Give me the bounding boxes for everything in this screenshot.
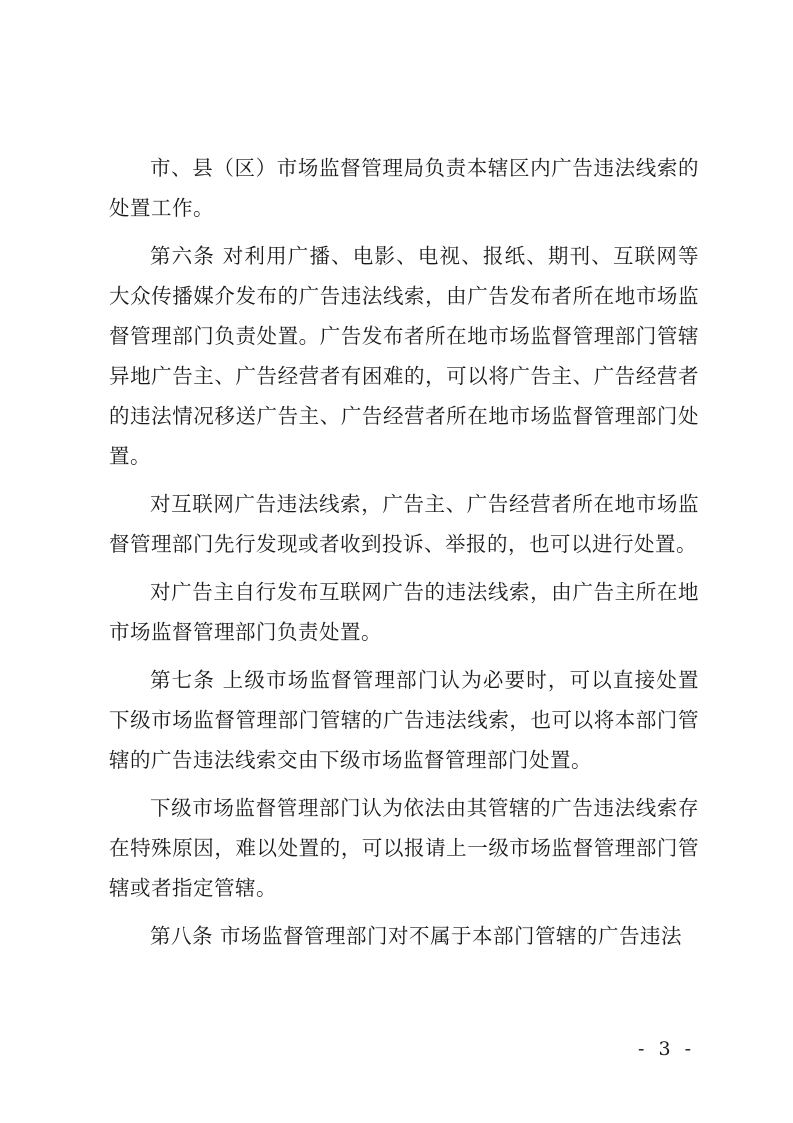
paragraph-4: 对广告主自行发布互联网广告的违法线索，由广告主所在地市场监督管理部门负责处置。 [109, 580, 699, 644]
body-text [109, 148, 699, 964]
paragraph-2-article-6: 第六条 对利用广播、电影、电视、报纸、期刊、互联网等大众传播媒介发布的广告违法线索，由广告发布者所在地市场监督管理部门负责处置。广告发布者所在地市场监督管理部门管辖异地广告主、广告经营者有困难的，可以将广告主、广告经营者的违法情况移送广告主、广告经营者所在地市场监督管理部门处置。 [109, 244, 699, 468]
paragraph-1: 市、县（区）市场监督管理局负责本辖区内广告违法线索的处置工作。 [109, 156, 699, 220]
page-number: - 3 - [637, 1038, 695, 1060]
paragraph-5-article-7: 第七条 上级市场监督管理部门认为必要时，可以直接处置下级市场监督管理部门管辖的广告违法线索，也可以将本部门管辖的广告违法线索交由下级市场监督管理部门处置。 [109, 668, 699, 772]
paragraph-6: 下级市场监督管理部门认为依法由其管辖的广告违法线索存在特殊原因，难以处置的，可以报请上一级市场监督管理部门管辖或者指定管辖。 [109, 796, 699, 900]
paragraph-7-article-8: 第八条 市场监督管理部门对不属于本部门管辖的广告违法 [150, 924, 683, 948]
paragraph-3: 对互联网广告违法线索，广告主、广告经营者所在地市场监督管理部门先行发现或者收到投诉、举报的，也可以进行处置。 [109, 492, 699, 556]
